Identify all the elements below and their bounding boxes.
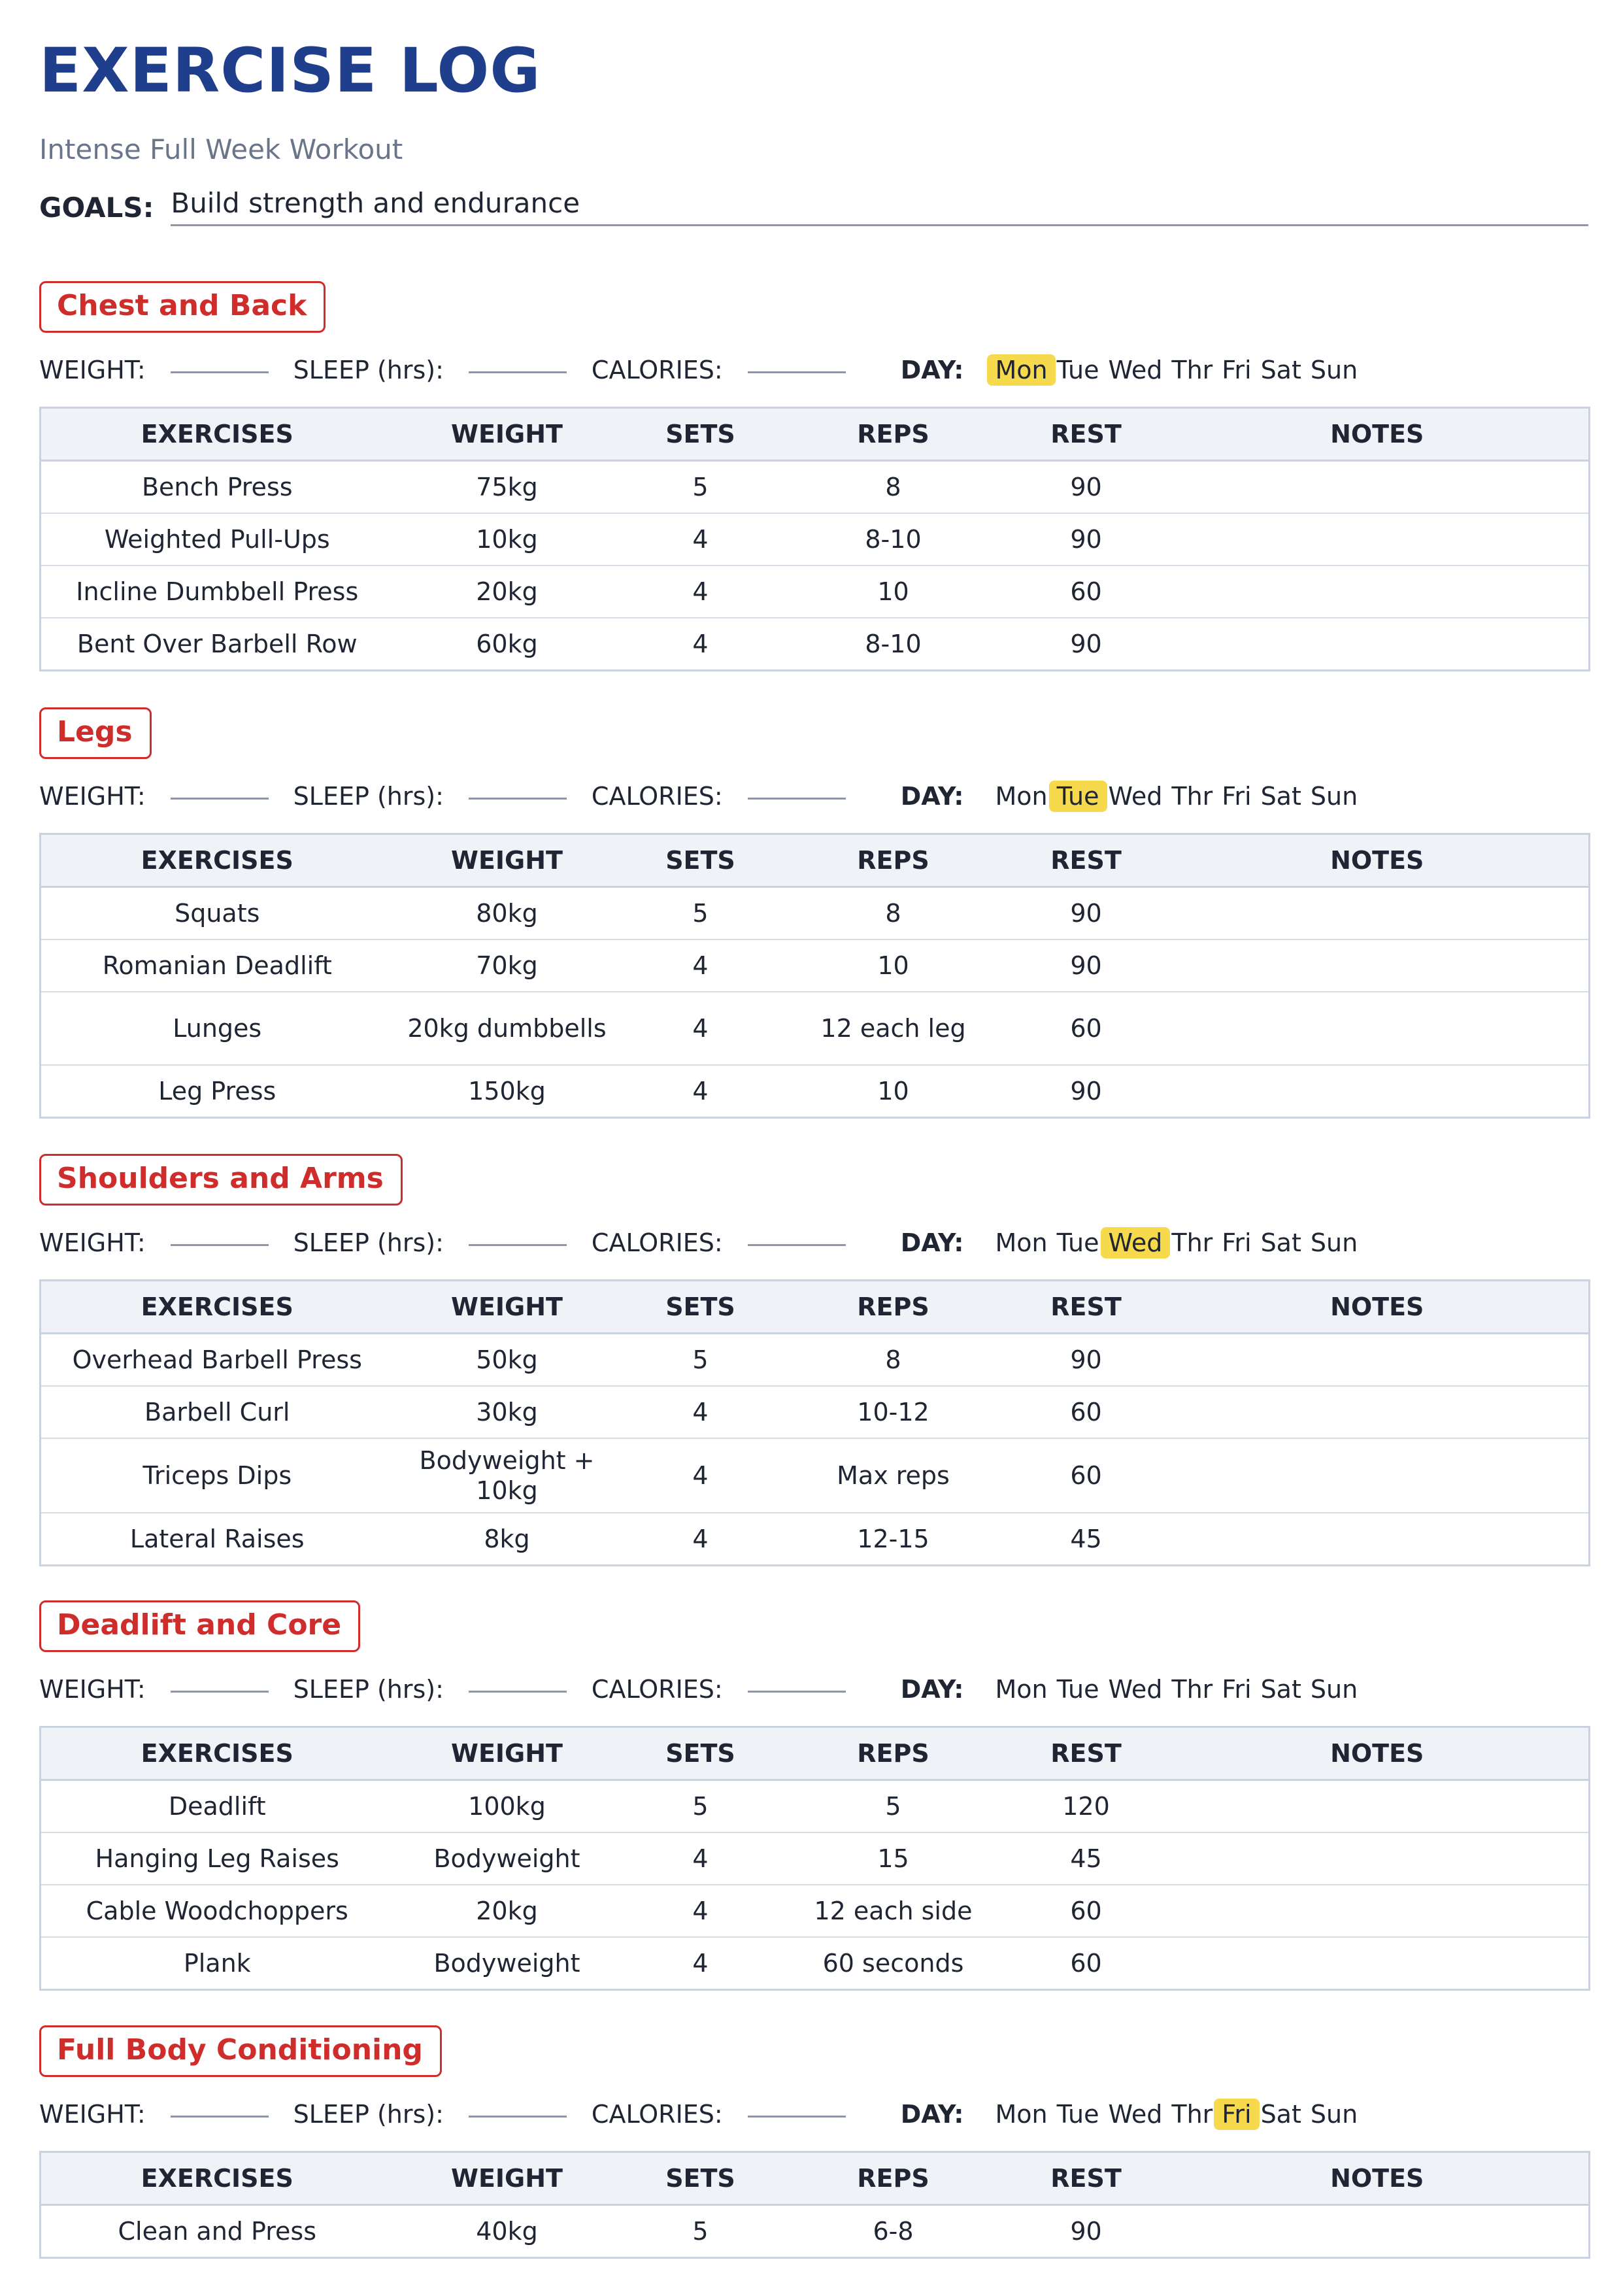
column-header-exercises: EXERCISES <box>41 834 393 886</box>
column-header-exercises: EXERCISES <box>41 2152 393 2204</box>
table-row <box>41 939 1590 992</box>
weight-cell: 40kg <box>393 2204 621 2257</box>
notes-cell[interactable] <box>1166 992 1590 1065</box>
section-info-row <box>39 776 1588 817</box>
day-option-wed[interactable]: Wed <box>1108 1674 1163 1704</box>
rest-cell: 60 <box>1007 566 1166 618</box>
sets-cell: 4 <box>621 1438 780 1513</box>
weight-field[interactable] <box>171 371 269 373</box>
notes-cell[interactable] <box>1166 1513 1590 1566</box>
weight-field[interactable] <box>171 1691 269 1693</box>
day-option-sat[interactable]: Sat <box>1260 1674 1301 1704</box>
column-header-sets: SETS <box>621 834 780 886</box>
day-option-thr[interactable]: Thr <box>1171 781 1213 811</box>
page-subtitle: Intense Full Week Workout <box>39 133 403 165</box>
day-option-tue[interactable]: Tue <box>1056 355 1099 384</box>
weight-cell: 20kg <box>393 566 621 618</box>
sets-cell: 4 <box>621 566 780 618</box>
section-title: Chest and Back <box>39 281 326 333</box>
section-title: Full Body Conditioning <box>39 2025 442 2077</box>
notes-cell[interactable] <box>1166 1937 1590 1990</box>
notes-cell[interactable] <box>1166 618 1590 671</box>
column-header-sets: SETS <box>621 1280 780 1333</box>
column-header-weight: WEIGHT <box>393 834 621 886</box>
table-row <box>41 1937 1590 1990</box>
rest-cell: 90 <box>1007 460 1166 513</box>
weight-cell: 30kg <box>393 1386 621 1438</box>
exercise-cell: Squats <box>41 886 393 939</box>
sets-cell: 5 <box>621 2204 780 2257</box>
day-option-fri[interactable]: Fri <box>1222 1228 1252 1257</box>
reps-cell: 10 <box>780 566 1007 618</box>
weight-cell: 150kg <box>393 1065 621 1118</box>
column-header-notes: NOTES <box>1166 1727 1590 1780</box>
weight-label: WEIGHT: <box>39 1228 146 1257</box>
reps-cell: 10-12 <box>780 1386 1007 1438</box>
exercise-cell: Cable Woodchoppers <box>41 1885 393 1937</box>
day-label: DAY: <box>900 1674 964 1704</box>
table-header-row <box>41 1280 1590 1333</box>
exercise-cell: Bench Press <box>41 460 393 513</box>
sleep-field[interactable] <box>469 2116 567 2118</box>
notes-cell[interactable] <box>1166 886 1590 939</box>
calories-field[interactable] <box>748 1244 846 1246</box>
weight-label: WEIGHT: <box>39 355 146 384</box>
sets-cell: 5 <box>621 1780 780 1832</box>
calories-field[interactable] <box>748 371 846 373</box>
weight-cell: 60kg <box>393 618 621 671</box>
rest-cell: 45 <box>1007 1832 1166 1885</box>
day-option-mon[interactable]: Mon <box>995 2099 1048 2129</box>
exercise-cell: Leg Press <box>41 1065 393 1118</box>
section-title: Shoulders and Arms <box>39 1154 403 1206</box>
rest-cell: 60 <box>1007 1386 1166 1438</box>
column-header-notes: NOTES <box>1166 834 1590 886</box>
weight-cell: Bodyweight <box>393 1832 621 1885</box>
reps-cell: 10 <box>780 1065 1007 1118</box>
table-row <box>41 1386 1590 1438</box>
weight-label: WEIGHT: <box>39 1674 146 1704</box>
day-option-wed[interactable]: Wed <box>1101 1227 1171 1258</box>
exercise-cell: Weighted Pull-Ups <box>41 513 393 566</box>
column-header-notes: NOTES <box>1166 2152 1590 2204</box>
reps-cell: 8 <box>780 1333 1007 1386</box>
exercise-cell: Lunges <box>41 992 393 1065</box>
weight-cell: 100kg <box>393 1780 621 1832</box>
reps-cell: 8 <box>780 460 1007 513</box>
sleep-label: SLEEP (hrs): <box>293 781 444 811</box>
day-option-fri[interactable]: Fri <box>1222 355 1252 384</box>
goals-field[interactable]: Build strength and endurance <box>171 187 1588 226</box>
sleep-field[interactable] <box>469 798 567 800</box>
exercise-cell: Barbell Curl <box>41 1386 393 1438</box>
table-row <box>41 513 1590 566</box>
column-header-weight: WEIGHT <box>393 2152 621 2204</box>
workout-section <box>39 2025 1588 2259</box>
table-row <box>41 618 1590 671</box>
day-option-wed[interactable]: Wed <box>1108 2099 1163 2129</box>
column-header-sets: SETS <box>621 1727 780 1780</box>
reps-cell: 8-10 <box>780 618 1007 671</box>
exercise-cell: Clean and Press <box>41 2204 393 2257</box>
notes-cell[interactable] <box>1166 566 1590 618</box>
rest-cell: 60 <box>1007 992 1166 1065</box>
notes-cell[interactable] <box>1166 1885 1590 1937</box>
rest-cell: 90 <box>1007 1333 1166 1386</box>
column-header-rest: REST <box>1007 1280 1166 1333</box>
day-label: DAY: <box>900 781 964 811</box>
exercise-table <box>39 2151 1590 2259</box>
workout-section <box>39 281 1588 671</box>
table-row <box>41 1832 1590 1885</box>
table-row <box>41 2204 1590 2257</box>
rest-cell: 90 <box>1007 1065 1166 1118</box>
column-header-exercises: EXERCISES <box>41 1280 393 1333</box>
day-option-mon[interactable]: Mon <box>995 1674 1048 1704</box>
exercise-table <box>39 1279 1590 1566</box>
goals-label: GOALS: <box>39 192 154 224</box>
reps-cell: 60 seconds <box>780 1937 1007 1990</box>
weight-cell: 80kg <box>393 886 621 939</box>
day-option-wed[interactable]: Wed <box>1108 781 1163 811</box>
section-info-row <box>39 1669 1588 1710</box>
sets-cell: 4 <box>621 513 780 566</box>
page-header <box>39 35 1588 226</box>
goals-row <box>39 187 1588 226</box>
exercise-cell: Lateral Raises <box>41 1513 393 1566</box>
rest-cell: 60 <box>1007 1438 1166 1513</box>
day-option-fri[interactable]: Fri <box>1222 781 1252 811</box>
calories-label: CALORIES: <box>591 1228 723 1257</box>
weight-field[interactable] <box>171 1244 269 1246</box>
column-header-sets: SETS <box>621 407 780 460</box>
sleep-label: SLEEP (hrs): <box>293 2099 444 2129</box>
sleep-field[interactable] <box>469 371 567 373</box>
sets-cell: 4 <box>621 992 780 1065</box>
day-option-thr[interactable]: Thr <box>1171 1228 1213 1257</box>
page-title: EXERCISE LOG <box>39 35 541 107</box>
exercise-cell: Overhead Barbell Press <box>41 1333 393 1386</box>
table-row <box>41 1885 1590 1937</box>
column-header-rest: REST <box>1007 1727 1166 1780</box>
reps-cell: Max reps <box>780 1438 1007 1513</box>
day-option-thr[interactable]: Thr <box>1171 1674 1213 1704</box>
weight-cell: 50kg <box>393 1333 621 1386</box>
reps-cell: 12 each side <box>780 1885 1007 1937</box>
sleep-field[interactable] <box>469 1691 567 1693</box>
exercise-cell: Triceps Dips <box>41 1438 393 1513</box>
exercise-table <box>39 1726 1590 1991</box>
notes-cell[interactable] <box>1166 1438 1590 1513</box>
calories-label: CALORIES: <box>591 1674 723 1704</box>
rest-cell: 90 <box>1007 618 1166 671</box>
table-header-row <box>41 1727 1590 1780</box>
section-title: Legs <box>39 707 152 759</box>
weight-label: WEIGHT: <box>39 2099 146 2129</box>
calories-field[interactable] <box>748 798 846 800</box>
sets-cell: 5 <box>621 460 780 513</box>
day-option-sat[interactable]: Sat <box>1260 2099 1301 2129</box>
notes-cell[interactable] <box>1166 1832 1590 1885</box>
day-option-tue[interactable]: Tue <box>1056 1674 1099 1704</box>
section-info-row <box>39 1223 1588 1263</box>
table-row <box>41 992 1590 1065</box>
table-header-row <box>41 834 1590 886</box>
exercise-table <box>39 407 1590 671</box>
weight-cell: 20kg <box>393 1885 621 1937</box>
sets-cell: 4 <box>621 1513 780 1566</box>
day-option-sun[interactable]: Sun <box>1310 781 1358 811</box>
notes-cell[interactable] <box>1166 939 1590 992</box>
day-option-sun[interactable]: Sun <box>1310 2099 1358 2129</box>
exercise-table <box>39 833 1590 1119</box>
weight-field[interactable] <box>171 2116 269 2118</box>
workout-section <box>39 1600 1588 1991</box>
table-row <box>41 1780 1590 1832</box>
reps-cell: 12 each leg <box>780 992 1007 1065</box>
weight-cell: 8kg <box>393 1513 621 1566</box>
calories-label: CALORIES: <box>591 781 723 811</box>
exercise-cell: Hanging Leg Raises <box>41 1832 393 1885</box>
table-row <box>41 1333 1590 1386</box>
sets-cell: 4 <box>621 618 780 671</box>
rest-cell: 90 <box>1007 2204 1166 2257</box>
day-option-wed[interactable]: Wed <box>1108 355 1163 384</box>
day-option-tue[interactable]: Tue <box>1056 2099 1099 2129</box>
weight-cell: 20kg dumbbells <box>393 992 621 1065</box>
sets-cell: 4 <box>621 1065 780 1118</box>
sets-cell: 4 <box>621 1937 780 1990</box>
rest-cell: 90 <box>1007 513 1166 566</box>
weight-cell: 10kg <box>393 513 621 566</box>
sets-cell: 5 <box>621 1333 780 1386</box>
day-option-tue[interactable]: Tue <box>1049 781 1107 812</box>
day-option-sun[interactable]: Sun <box>1310 1228 1358 1257</box>
column-header-exercises: EXERCISES <box>41 407 393 460</box>
table-row <box>41 566 1590 618</box>
exercise-cell: Deadlift <box>41 1780 393 1832</box>
reps-cell: 8-10 <box>780 513 1007 566</box>
reps-cell: 12-15 <box>780 1513 1007 1566</box>
column-header-reps: REPS <box>780 1280 1007 1333</box>
exercise-cell: Incline Dumbbell Press <box>41 566 393 618</box>
day-label: DAY: <box>900 1228 964 1257</box>
day-option-sun[interactable]: Sun <box>1310 1674 1358 1704</box>
table-header-row <box>41 407 1590 460</box>
column-header-notes: NOTES <box>1166 1280 1590 1333</box>
rest-cell: 90 <box>1007 939 1166 992</box>
column-header-weight: WEIGHT <box>393 1727 621 1780</box>
weight-cell: Bodyweight <box>393 1937 621 1990</box>
day-option-fri[interactable]: Fri <box>1214 2099 1259 2130</box>
calories-label: CALORIES: <box>591 2099 723 2129</box>
column-header-rest: REST <box>1007 407 1166 460</box>
notes-cell[interactable] <box>1166 1386 1590 1438</box>
rest-cell: 120 <box>1007 1780 1166 1832</box>
column-header-exercises: EXERCISES <box>41 1727 393 1780</box>
workout-section <box>39 707 1588 1119</box>
reps-cell: 10 <box>780 939 1007 992</box>
sleep-field[interactable] <box>469 1244 567 1246</box>
notes-cell[interactable] <box>1166 460 1590 513</box>
column-header-rest: REST <box>1007 2152 1166 2204</box>
section-title: Deadlift and Core <box>39 1600 360 1652</box>
section-info-row <box>39 350 1588 390</box>
sets-cell: 4 <box>621 1885 780 1937</box>
day-option-sat[interactable]: Sat <box>1260 355 1301 384</box>
exercise-cell: Plank <box>41 1937 393 1990</box>
notes-cell[interactable] <box>1166 1780 1590 1832</box>
sets-cell: 4 <box>621 1832 780 1885</box>
exercise-cell: Bent Over Barbell Row <box>41 618 393 671</box>
notes-cell[interactable] <box>1166 1065 1590 1118</box>
day-option-thr[interactable]: Thr <box>1171 355 1213 384</box>
column-header-reps: REPS <box>780 834 1007 886</box>
reps-cell: 6-8 <box>780 2204 1007 2257</box>
notes-cell[interactable] <box>1166 513 1590 566</box>
weight-field[interactable] <box>171 798 269 800</box>
calories-field[interactable] <box>748 2116 846 2118</box>
rest-cell: 60 <box>1007 1937 1166 1990</box>
weight-cell: Bodyweight + 10kg <box>393 1438 621 1513</box>
exercise-cell: Romanian Deadlift <box>41 939 393 992</box>
day-option-sat[interactable]: Sat <box>1260 1228 1301 1257</box>
table-row <box>41 460 1590 513</box>
day-option-thr[interactable]: Thr <box>1171 2099 1213 2129</box>
day-option-fri[interactable]: Fri <box>1222 1674 1252 1704</box>
sets-cell: 4 <box>621 939 780 992</box>
table-row <box>41 1065 1590 1118</box>
column-header-reps: REPS <box>780 2152 1007 2204</box>
column-header-rest: REST <box>1007 834 1166 886</box>
calories-field[interactable] <box>748 1691 846 1693</box>
rest-cell: 90 <box>1007 886 1166 939</box>
section-info-row <box>39 2094 1588 2135</box>
table-row <box>41 1513 1590 1566</box>
sets-cell: 4 <box>621 1386 780 1438</box>
reps-cell: 8 <box>780 886 1007 939</box>
sets-cell: 5 <box>621 886 780 939</box>
notes-cell[interactable] <box>1166 2204 1590 2257</box>
column-header-reps: REPS <box>780 407 1007 460</box>
day-option-tue[interactable]: Tue <box>1056 1228 1099 1257</box>
reps-cell: 5 <box>780 1780 1007 1832</box>
table-row <box>41 886 1590 939</box>
weight-cell: 70kg <box>393 939 621 992</box>
column-header-weight: WEIGHT <box>393 407 621 460</box>
column-header-sets: SETS <box>621 2152 780 2204</box>
calories-label: CALORIES: <box>591 355 723 384</box>
day-option-mon[interactable]: Mon <box>987 354 1055 386</box>
sleep-label: SLEEP (hrs): <box>293 355 444 384</box>
day-option-sun[interactable]: Sun <box>1310 355 1358 384</box>
notes-cell[interactable] <box>1166 1333 1590 1386</box>
column-header-weight: WEIGHT <box>393 1280 621 1333</box>
day-label: DAY: <box>900 355 964 384</box>
day-option-mon[interactable]: Mon <box>995 781 1048 811</box>
day-label: DAY: <box>900 2099 964 2129</box>
column-header-reps: REPS <box>780 1727 1007 1780</box>
weight-label: WEIGHT: <box>39 781 146 811</box>
reps-cell: 15 <box>780 1832 1007 1885</box>
day-option-sat[interactable]: Sat <box>1260 781 1301 811</box>
table-header-row <box>41 2152 1590 2204</box>
day-option-mon[interactable]: Mon <box>995 1228 1048 1257</box>
sleep-label: SLEEP (hrs): <box>293 1674 444 1704</box>
workout-section <box>39 1154 1588 1566</box>
sleep-label: SLEEP (hrs): <box>293 1228 444 1257</box>
rest-cell: 45 <box>1007 1513 1166 1566</box>
column-header-notes: NOTES <box>1166 407 1590 460</box>
rest-cell: 60 <box>1007 1885 1166 1937</box>
table-row <box>41 1438 1590 1513</box>
weight-cell: 75kg <box>393 460 621 513</box>
